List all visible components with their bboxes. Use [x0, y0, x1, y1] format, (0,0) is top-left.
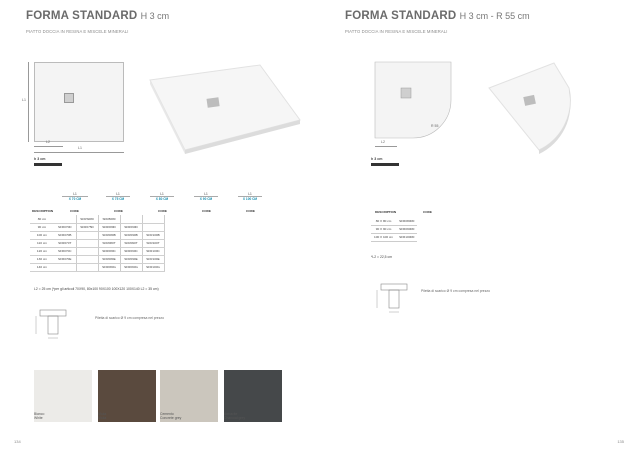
row-code: SFR070D: [54, 223, 76, 231]
h3-label: h 3 cm: [34, 157, 46, 161]
page-title: FORMA STANDARD H 3 cm: [26, 10, 170, 22]
table-row: [371, 233, 417, 241]
row-code: SFR070T: [54, 239, 76, 247]
row-code: SFR080D: [98, 223, 120, 231]
row-code: [76, 247, 98, 255]
row-code: [142, 215, 164, 223]
table-header-code-1: CODE: [70, 209, 79, 213]
swatch-label-moka: Moka Moka: [98, 412, 107, 421]
row-description: 80 X 80 cm: [371, 217, 396, 225]
table-header-description: DESCRIPTION: [32, 209, 54, 213]
row-description: 100 cm: [30, 231, 54, 239]
drain-note: Piletta di scarico Ø 9 cm compresa nel prezzo: [95, 316, 164, 320]
swatch-label-charcoal: Antracite Charcoal grey: [224, 412, 246, 421]
row-description: 140 cm: [30, 263, 54, 271]
table-row: [30, 263, 164, 271]
row-code: [142, 223, 164, 231]
page-number: 134: [14, 439, 21, 444]
swatch-label-white: Bianco White: [34, 412, 45, 421]
col-header-100: L1 X 100 CM: [238, 192, 262, 201]
row-code: [76, 239, 98, 247]
table-header-code-5: CODE: [246, 209, 255, 213]
tray-technical-drawing: [373, 60, 453, 140]
thickness-bar: [371, 163, 399, 166]
col-header-75: L1 X 75 CM: [106, 192, 130, 201]
h3-label: h 3 cm: [371, 157, 383, 161]
table-row: [30, 215, 164, 223]
table-row: [371, 225, 417, 233]
row-description: 80 cm: [30, 215, 54, 223]
row-description: 130 cm: [30, 255, 54, 263]
row-code: SFR080B: [98, 231, 120, 239]
row-code: SFR8080: [98, 215, 120, 223]
row-code: SFR090T: [120, 239, 142, 247]
row-code: [54, 215, 76, 223]
row-description: 110 cm: [30, 239, 54, 247]
row-code: SFR090R0: [396, 225, 417, 233]
row-description: 90 X 90 cm: [371, 225, 396, 233]
row-code: SFR100C: [142, 247, 164, 255]
table-row: [30, 223, 164, 231]
codes-table: [371, 217, 417, 242]
col-header-80: L1 X 80 CM: [150, 192, 174, 201]
table-header-description: DESCRIPTION: [375, 210, 397, 214]
dim-l1: L1: [78, 146, 82, 150]
page-subtitle: PIATTO DOCCIA IN RESINA E MISCELE MINERALI: [26, 29, 129, 34]
row-code: SFR080T: [98, 239, 120, 247]
row-code: SFR080R0: [396, 217, 417, 225]
row-code: SFR080G: [98, 263, 120, 271]
dim-r: R 55: [431, 124, 439, 128]
right-page: [319, 0, 638, 452]
row-code: SFR070C: [54, 247, 76, 255]
row-code: SFR100R0: [396, 233, 417, 241]
row-code: [76, 255, 98, 263]
table-row: [30, 255, 164, 263]
row-code: SFR080C: [98, 247, 120, 255]
dim-l2: L2: [46, 140, 50, 144]
row-code: SFR100B: [142, 231, 164, 239]
row-code: SFR080E: [98, 255, 120, 263]
dim-l2: L2: [381, 140, 385, 144]
row-code: SFR090C: [120, 247, 142, 255]
row-code: SFRS080: [76, 215, 98, 223]
table-header-code-3: CODE: [158, 209, 167, 213]
row-code: [76, 263, 98, 271]
col-header-70: L1 X 70 CM: [62, 192, 88, 201]
swatch-moka: [98, 370, 156, 422]
row-code: SFR090B: [120, 231, 142, 239]
col-header-90: L1 X 90 CM: [194, 192, 218, 201]
row-code: SFR090E: [120, 255, 142, 263]
table-row: [371, 217, 417, 225]
row-description: 100 X 100 cm: [371, 233, 396, 241]
table-row: [30, 231, 164, 239]
row-code: SFR090G: [120, 263, 142, 271]
table-row: [30, 239, 164, 247]
table-row: [30, 247, 164, 255]
drain-section-diagram: [34, 302, 74, 342]
tray-photo: [469, 58, 609, 158]
codes-table: [30, 215, 165, 272]
tray-photo: [140, 60, 305, 155]
l2-note: L2 = 25 cm (*per gli articoli 70X90, 80x100 90X100 100X120 100X140 L2 = 35 cm): [34, 287, 159, 291]
row-description: 90 cm: [30, 223, 54, 231]
swatch-label-concrete: Cemento Concrete grey: [160, 412, 182, 421]
table-header-code: CODE: [423, 210, 432, 214]
row-code: SFR100E: [142, 255, 164, 263]
page-number: 135: [617, 439, 624, 444]
drain-icon: [64, 93, 74, 103]
row-code: [120, 215, 142, 223]
row-code: SFR100T: [142, 239, 164, 247]
row-code: SFR090D: [120, 223, 142, 231]
row-code: [76, 231, 98, 239]
drain-note: Piletta di scarico Ø 9 cm compresa nel prezzo: [421, 289, 490, 293]
page-subtitle: PIATTO DOCCIA IN RESINA E MISCELE MINERALI: [345, 29, 448, 34]
row-code: SFR100G: [142, 263, 164, 271]
tray-technical-drawing: [34, 62, 124, 142]
page-title: FORMA STANDARD H 3 cm - R 55 cm: [345, 10, 530, 22]
thickness-bar: [34, 163, 62, 166]
row-code: SFR070E: [54, 255, 76, 263]
row-code: SFR070B: [54, 231, 76, 239]
row-code: SFR075D: [76, 223, 98, 231]
drain-section-diagram: [375, 276, 415, 316]
table-header-code-2: CODE: [114, 209, 123, 213]
table-header-code-4: CODE: [202, 209, 211, 213]
row-code: [54, 263, 76, 271]
l2-note: *L2 = 22,5 cm: [371, 255, 393, 259]
dim-l1-side: L1: [22, 98, 26, 102]
row-description: 120 cm: [30, 247, 54, 255]
